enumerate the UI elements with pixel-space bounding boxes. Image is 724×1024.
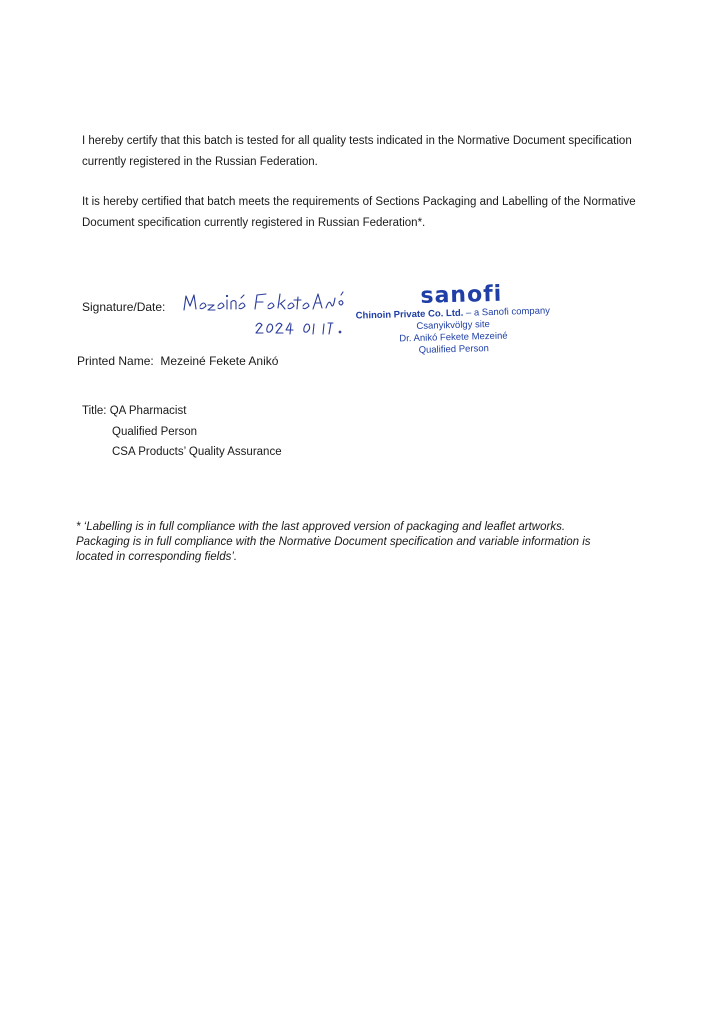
stamp-person: Dr. Anikó Fekete Mezeiné	[399, 330, 508, 345]
title-line-3: CSA Products’ Quality Assurance	[112, 446, 282, 458]
footnote-line: Packaging is in full compliance with the Normative Document specification and variable information is	[76, 536, 591, 548]
certification-line: Document specification currently registered in Russian Federation*.	[82, 217, 426, 229]
certification-paragraph-1	[82, 131, 642, 173]
stamp-company-name: Chinoin Private Co. Ltd.	[355, 307, 464, 322]
printed-name-value: Mezeiné Fekete Anikó	[160, 354, 279, 368]
stamp-role: Qualified Person	[418, 343, 490, 356]
footnote	[76, 520, 636, 565]
printed-name-label: Printed Name:	[77, 354, 154, 368]
certification-line: It is hereby certified that batch meets the requirements of Sections Packaging and Labelling of the Normative	[82, 196, 636, 208]
handwritten-signature	[180, 284, 350, 340]
certification-paragraph-2	[82, 192, 642, 234]
sanofi-logo: sanofi	[420, 281, 503, 309]
footnote-line: located in corresponding fields’.	[76, 551, 238, 563]
title-label: Title:	[82, 405, 107, 417]
title-line-2: Qualified Person	[112, 425, 198, 438]
company-stamp	[347, 281, 559, 358]
certification-line: currently registered in the Russian Federation.	[82, 156, 318, 168]
title-row	[82, 401, 282, 422]
stamp-site: Csanyikvölgy site	[416, 319, 490, 332]
title-block	[82, 401, 282, 463]
footnote-line: * ‘Labelling is in full compliance with the last approved version of packaging and leaflet artworks.	[76, 521, 566, 533]
printed-name-row	[77, 354, 278, 368]
signature-label: Signature/Date:	[82, 300, 166, 314]
certification-line: I hereby certify that this batch is tested for all quality tests indicated in the Normative Document specification	[82, 135, 632, 147]
title-line-1: QA Pharmacist	[109, 405, 187, 417]
stamp-company-suffix: – a Sanofi company	[463, 305, 551, 319]
